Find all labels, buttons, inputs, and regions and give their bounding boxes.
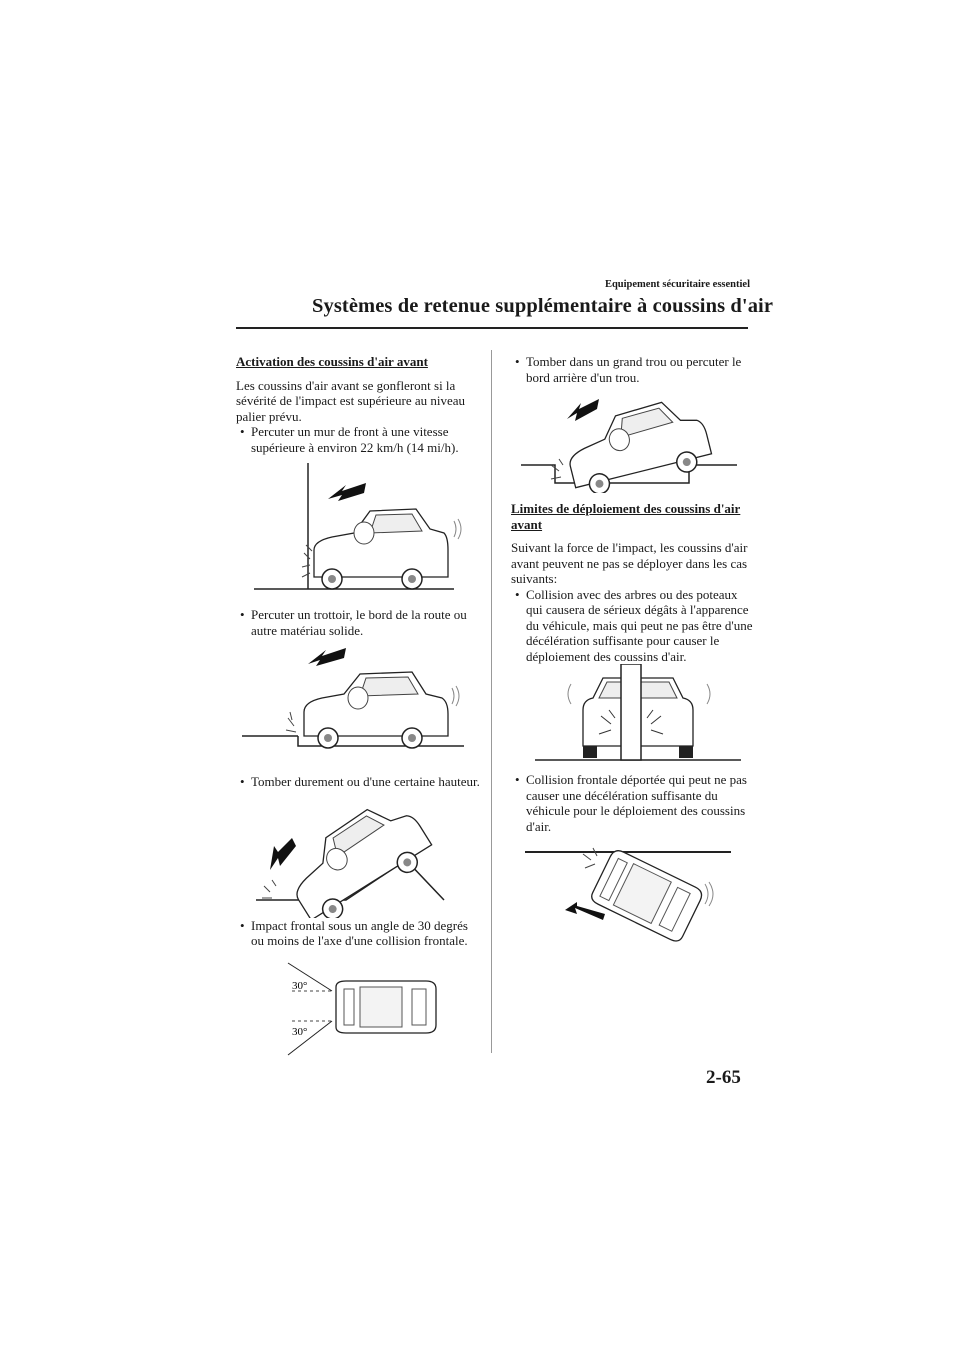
right-column: [511, 354, 757, 944]
bullet-text: Percuter un trottoir, le bord de la route ou autre matériau solide.: [251, 607, 467, 638]
column-divider: [491, 350, 492, 1053]
left-intro: Les coussins d'air avant se gonfleront si la sévérité de l'impact est supérieure au niveau palier prévu.: [236, 377, 466, 424]
right-intro: Suivant la force de l'impact, les coussins d'air avant peuvent ne pas se déployer dans les cas suivants:: [511, 540, 748, 586]
drop-impact-figure: [236, 790, 484, 918]
list-item: [511, 587, 757, 665]
section-label: Equipement sécuritaire essentiel: [604, 279, 750, 290]
header-rule: [236, 327, 748, 329]
bullet-text: Impact frontal sous un angle de 30 degrés ou moins de l'axe d'une collision frontale.: [251, 917, 468, 948]
right-heading: Limites de déploiement des coussins d'air avant: [511, 501, 741, 532]
bullet-icon: •: [240, 607, 245, 622]
bullet-icon: •: [240, 774, 245, 789]
left-heading: Activation des coussins d'air avant: [236, 354, 428, 369]
list-item: [511, 354, 757, 385]
bullet-text: Collision avec des arbres ou des poteaux qui causera de sérieux dégâts à l'apparence du véhicule, mais qui peut ne pas être d'une décélération suffisante pour causer le déploiement des coussins d'air.: [526, 586, 753, 664]
wall-impact-figure: [236, 455, 484, 607]
list-item: [511, 772, 757, 834]
bullet-icon: •: [515, 354, 520, 369]
bullet-text: Tomber durement ou d'une certaine hauteur.: [251, 774, 480, 789]
list-item: [236, 918, 484, 949]
hole-impact-figure: [511, 385, 757, 493]
bullet-icon: •: [240, 424, 245, 439]
curb-impact-figure: [236, 638, 484, 774]
angle-label-bottom: 30°: [292, 1025, 308, 1038]
bullet-icon: •: [515, 586, 520, 602]
bullet-text: Collision frontale déportée qui peut ne pas causer une décélération suffisante du véhicule pour le déploiement des coussins d'air.: [526, 772, 747, 834]
pole-impact-figure: [511, 664, 757, 772]
angle-label-top: 30°: [292, 979, 308, 992]
angle-impact-figure: [236, 949, 484, 1065]
left-column: [236, 354, 484, 1065]
page-title: Systèmes de retenue supplémentaire à coussins d'air: [312, 295, 774, 317]
bullet-icon: •: [240, 917, 245, 933]
bullet-text: Percuter un mur de front à une vitesse supérieure à environ 22 km/h (14 mi/h).: [251, 424, 459, 455]
page-number: 2-65: [706, 1067, 741, 1088]
list-item: [236, 774, 484, 790]
bullet-text: Tomber dans un grand trou ou percuter le bord arrière d'un trou.: [526, 354, 742, 385]
offset-impact-figure: [511, 834, 757, 944]
bullet-icon: •: [515, 772, 520, 787]
list-item: [236, 607, 484, 638]
list-item: [236, 424, 484, 455]
